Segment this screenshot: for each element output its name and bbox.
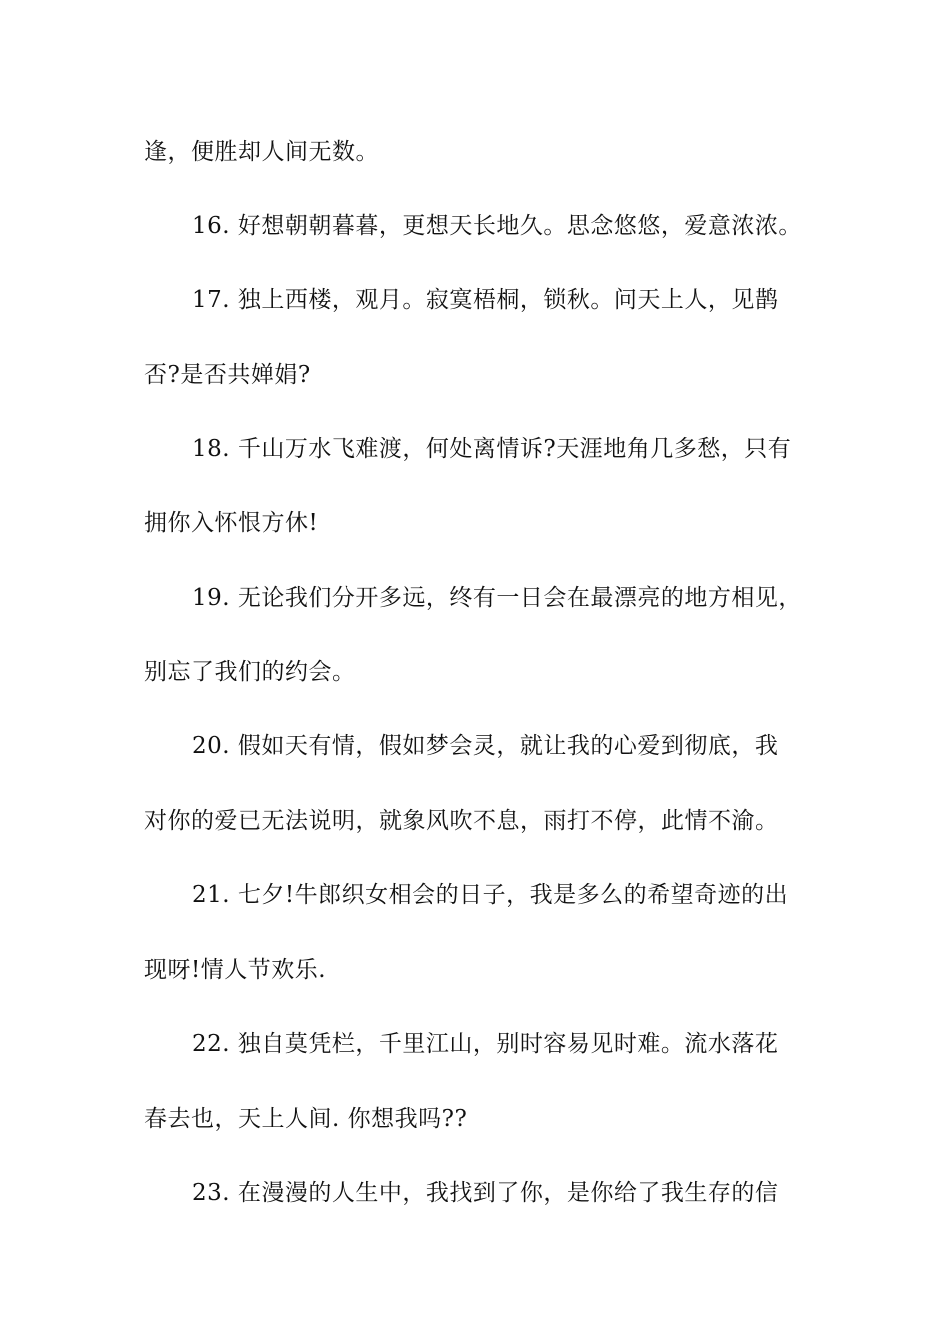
text-line: 22. 独自莫凭栏，千里江山，别时容易见时难。流水落花 [192,1031,779,1057]
text-line: 现呀!情人节欢乐. [144,957,327,983]
text-line: 别忘了我们的约会。 [144,659,356,685]
text-line: 20. 假如天有情，假如梦会灵，就让我的心爱到彻底，我 [192,733,779,759]
text-line: 拥你入怀恨方休! [144,510,319,536]
text-line: 16. 好想朝朝暮暮，更想天长地久。思念悠悠，爱意浓浓。 [192,213,802,239]
text-line: 对你的爱已无法说明，就象风吹不息，雨打不停，此情不渝。 [144,808,779,834]
text-line: 否?是否共婵娟? [144,362,311,388]
text-line: 18. 千山万水飞难渡，何处离情诉?天涯地角几多愁，只有 [192,436,792,462]
text-line: 21. 七夕!牛郎织女相会的日子，我是多么的希望奇迹的出 [192,882,789,908]
text-line: 19. 无论我们分开多远，终有一日会在最漂亮的地方相见， [192,585,802,611]
text-line: 17. 独上西楼，观月。寂寞梧桐，锁秋。问天上人，见鹊 [192,287,779,313]
text-line: 春去也，天上人间. 你想我吗?? [144,1106,468,1132]
text-line: 逢，便胜却人间无数。 [144,139,379,165]
text-line: 23. 在漫漫的人生中，我找到了你，是你给了我生存的信 [192,1180,779,1206]
